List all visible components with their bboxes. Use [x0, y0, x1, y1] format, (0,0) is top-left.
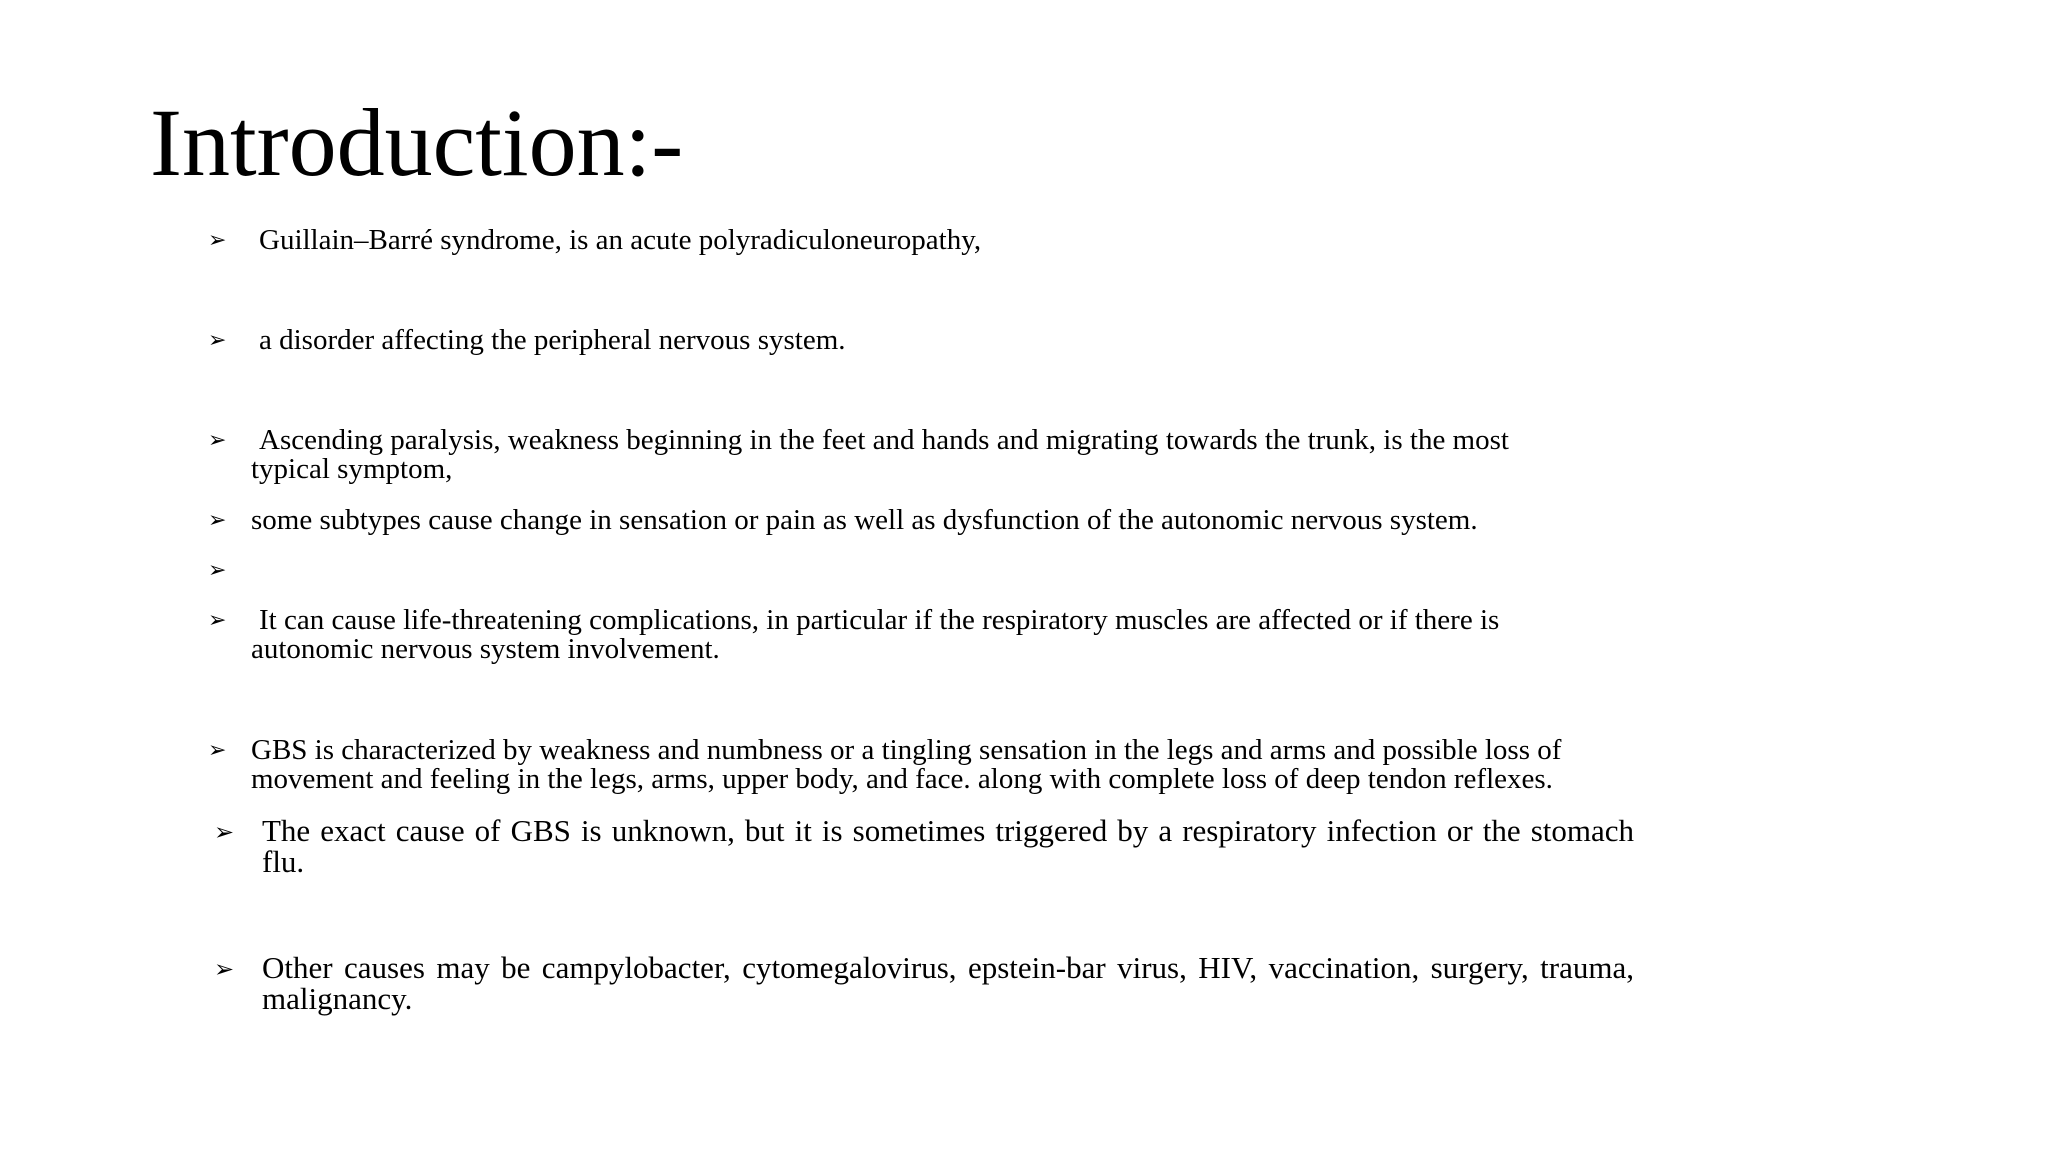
- arrow-bullet-icon: ➢: [208, 428, 227, 453]
- arrow-bullet-icon: ➢: [208, 608, 227, 633]
- bullet-text: [251, 736, 1628, 794]
- bullet-text-line: Ascending paralysis, weakness beginning in the feet and hands and migrating towards the trunk, is the most: [259, 424, 1509, 456]
- bullet-text: Other causes may be campylobacter, cytomegalovirus, epstein-bar virus, HIV, vaccination, surgery, trauma, malignancy.: [262, 950, 1634, 1016]
- bullet-text-line: GBS is characterized by weakness and numbness or a tingling sensation in the legs and arms and possible loss of: [251, 734, 1562, 766]
- bullet-text: The exact cause of GBS is unknown, but it is sometimes triggered by a respiratory infection or the stomach flu.: [262, 813, 1634, 879]
- arrow-bullet-icon: ➢: [208, 508, 227, 533]
- bullet-text: [251, 426, 1628, 484]
- bullet-text-line: It can cause life-threatening complications, in particular if the respiratory muscles are affected or if there is: [259, 604, 1500, 636]
- bullet-item-2: [208, 326, 1628, 355]
- bullet-item-4: [208, 506, 1628, 535]
- arrow-bullet-icon: ➢: [208, 328, 227, 353]
- bullet-item-7: [208, 736, 1628, 794]
- bullet-text: a disorder affecting the peripheral nervous system.: [259, 324, 846, 356]
- bullet-text-line: typical symptom,: [251, 453, 453, 485]
- bullet-item-3: [208, 426, 1628, 484]
- slide-title: Introduction:-: [150, 89, 684, 196]
- bullet-text-line: autonomic nervous system involvement.: [251, 633, 720, 665]
- arrow-bullet-icon: ➢: [208, 558, 227, 583]
- bullet-text: Guillain–Barré syndrome, is an acute polyradiculoneuropathy,: [259, 224, 982, 256]
- bullet-item-1: [208, 226, 1628, 255]
- bullet-text-line: movement and feeling in the legs, arms, upper body, and face. along with complete loss of deep tendon reflexes.: [251, 763, 1553, 795]
- bullet-text: some subtypes cause change in sensation or pain as well as dysfunction of the autonomic nervous system.: [251, 504, 1478, 536]
- arrow-bullet-icon: ➢: [208, 228, 227, 253]
- bullet-text: [251, 606, 1628, 664]
- bullet-item-9: [214, 952, 1634, 1014]
- bullet-item-6: [208, 606, 1628, 664]
- bullet-item-8: [214, 815, 1634, 877]
- arrow-bullet-icon: ➢: [214, 818, 235, 846]
- arrow-bullet-icon: ➢: [214, 955, 235, 983]
- arrow-bullet-icon: ➢: [208, 738, 227, 763]
